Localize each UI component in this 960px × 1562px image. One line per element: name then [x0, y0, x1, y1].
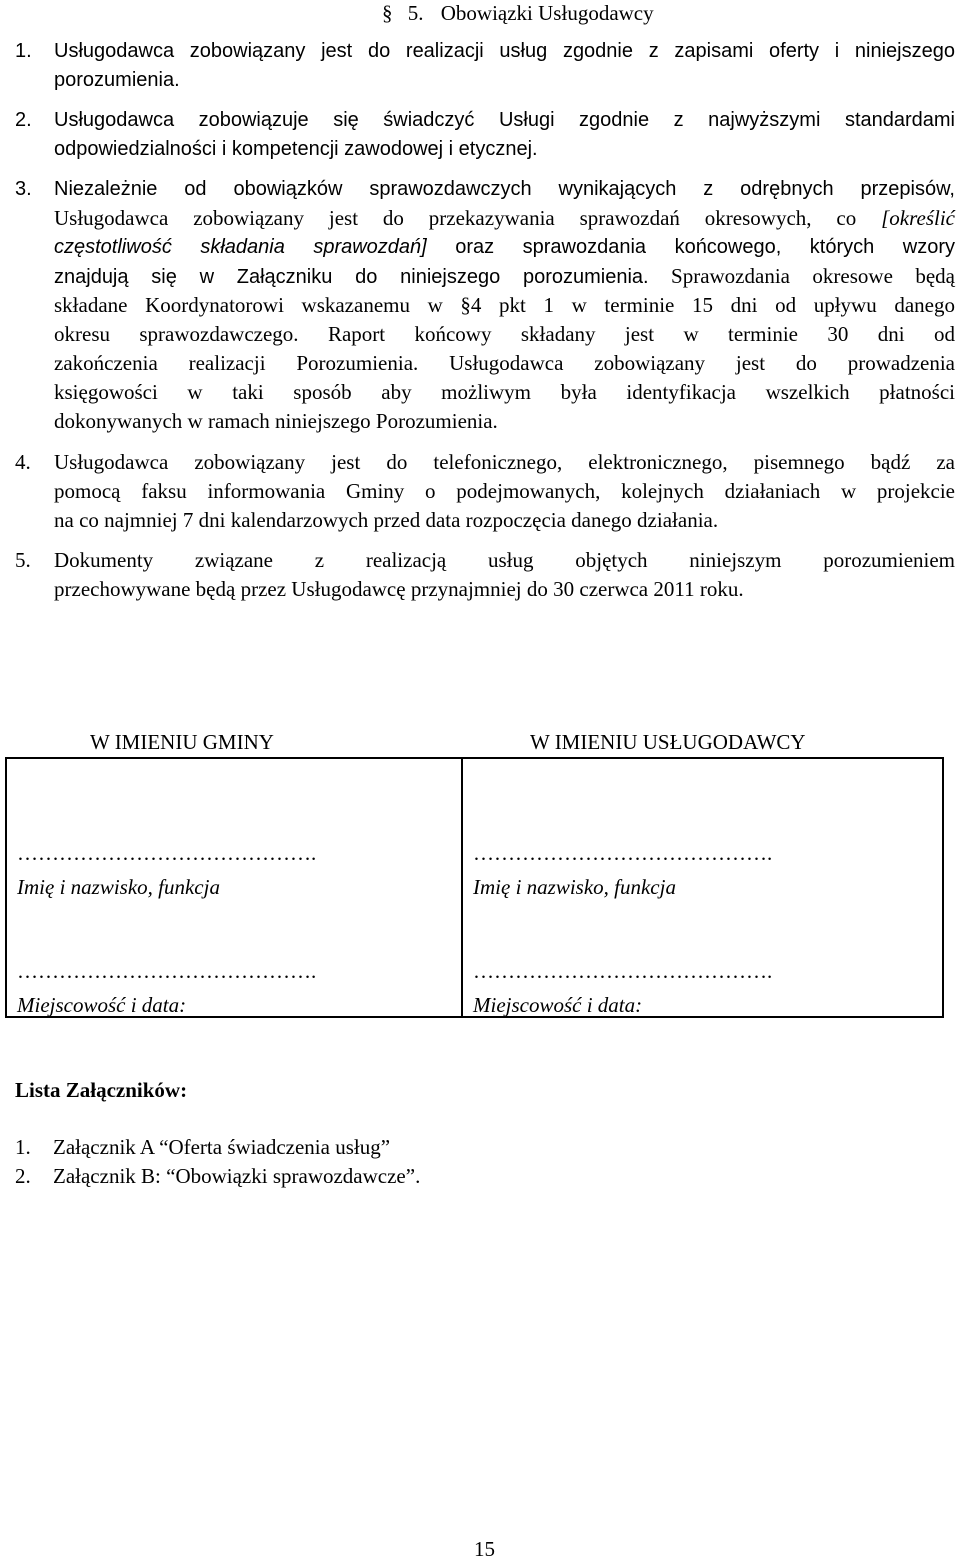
list-item-2: [15, 106, 955, 164]
attachment-item: [15, 1135, 390, 1160]
signature-divider: [461, 759, 463, 1016]
section-heading: [382, 0, 654, 26]
item-line: porozumienia.: [54, 69, 180, 91]
list-item-5: [15, 546, 955, 604]
signature-dots-line: …………………………………….: [473, 959, 773, 983]
item-number: 5.: [15, 548, 31, 572]
item-text: znajdują się w Załączniku do niniejszego porozumienia.: [54, 266, 649, 288]
item-text: oraz sprawozdania końcowego, których wzory: [426, 236, 956, 258]
place-date-label: Miejscowość i data:: [473, 993, 643, 1017]
section-number: 5.: [407, 1, 424, 25]
signature-heading-uslugodawca: W IMIENIU USŁUGODAWCY: [530, 730, 806, 754]
item-line: odpowiedzialności i kompetencji zawodowej i etycznej.: [54, 138, 538, 160]
section-symbol: §: [382, 1, 393, 25]
item-number: 2.: [15, 109, 32, 131]
item-text-italic: częstotliwość składania sprawozdań]: [54, 236, 427, 258]
item-text-italic: [określić: [881, 206, 955, 230]
item-number: 3.: [15, 178, 32, 200]
list-item-1: [15, 37, 955, 95]
attachment-text: Załącznik B: “Obowiązki sprawozdawcze”.: [53, 1164, 421, 1188]
item-line: Usługodawca zobowiązany jest do telefonicznego, elektronicznego, pisemnego bądź za: [54, 450, 955, 474]
item-line: na co najmniej 7 dni kalendarzowych przed data rozpoczęcia danego działania.: [54, 508, 719, 532]
signature-dots-line: …………………………………….: [17, 959, 317, 983]
attachment-text: Załącznik A “Oferta świadczenia usług”: [53, 1135, 391, 1159]
item-text: Sprawozdania okresowe będą: [648, 264, 955, 288]
item-line: pomocą faksu informowania Gminy o podejmowanych, kolejnych działaniach w projekcie: [54, 479, 955, 503]
item-number: 1.: [15, 40, 32, 62]
signature-heading-gmina: W IMIENIU GMINY: [90, 730, 274, 754]
item-number: 4.: [15, 450, 31, 474]
item-line: [54, 262, 955, 291]
item-line: przechowywane będą przez Usługodawcę przynajmniej do 30 czerwca 2011 roku.: [54, 577, 744, 601]
name-function-label: Imię i nazwisko, funkcja: [17, 875, 220, 899]
place-date-label: Miejscowość i data:: [17, 993, 187, 1017]
attachment-number: 1.: [15, 1135, 31, 1159]
item-line: składane Koordynatorowi wskazanemu w §4 pkt 1 w terminie 15 dni od upływu danego: [54, 293, 955, 317]
list-item-3: [15, 175, 955, 436]
item-line: Usługodawca zobowiązuje się świadczyć Usługi zgodnie z najwyższymi standardami: [54, 109, 955, 131]
item-line: Usługodawca zobowiązany jest do realizacji usług zgodnie z zapisami oferty i niniejszego: [54, 40, 955, 62]
item-line: dokonywanych w ramach niniejszego Porozumienia.: [54, 409, 498, 433]
name-function-label: Imię i nazwisko, funkcja: [473, 875, 676, 899]
list-item-4: [15, 448, 955, 535]
item-line: Niezależnie od obowiązków sprawozdawczych wynikających z odrębnych przepisów,: [54, 178, 955, 200]
item-line: Dokumenty związane z realizacją usług objętych niniejszym porozumieniem: [54, 548, 955, 572]
item-text: Usługodawca zobowiązany jest do przekazywania sprawozdań okresowych, co: [54, 206, 882, 230]
attachments-title: Lista Załączników:: [15, 1078, 188, 1102]
section-title: Obowiązki Usługodawcy: [440, 1, 654, 25]
signature-dots-line: …………………………………….: [473, 841, 773, 865]
item-line: okresu sprawozdawczego. Raport końcowy składany jest w terminie 30 dni od: [54, 322, 955, 346]
item-line: zakończenia realizacji Porozumienia. Usługodawca zobowiązany jest do prowadzenia: [54, 351, 955, 375]
item-line: [54, 233, 955, 262]
attachment-number: 2.: [15, 1164, 31, 1188]
page-number: 15: [474, 1537, 495, 1561]
attachment-item: [15, 1164, 420, 1189]
item-line: [54, 204, 955, 233]
item-line: księgowości w taki sposób aby możliwym była identyfikacja wszelkich płatności: [54, 380, 955, 404]
signature-dots-line: …………………………………….: [17, 841, 317, 865]
signature-table: [5, 757, 944, 1018]
